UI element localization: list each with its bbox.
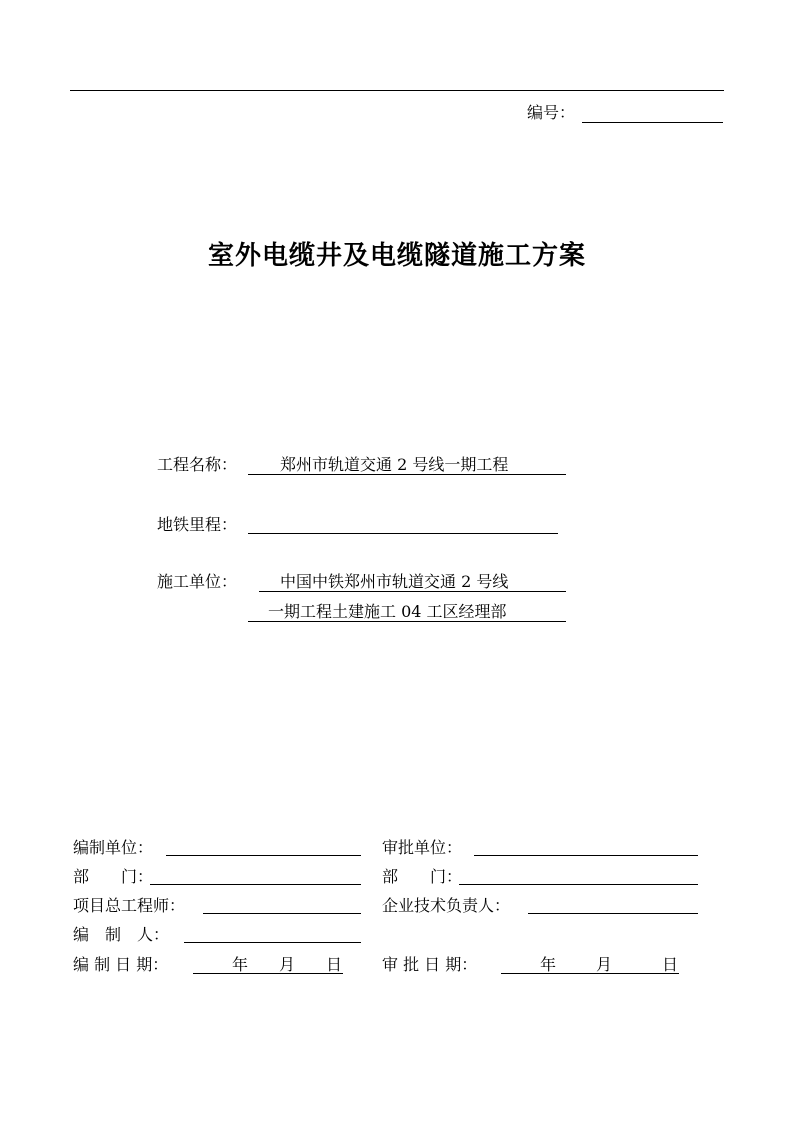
document-title: 室外电缆井及电缆隧道施工方案	[207, 241, 586, 271]
approve-date-label: 审 批 日 期：	[382, 955, 478, 974]
approve-unit-field[interactable]	[474, 855, 698, 856]
compiler-label: 编 制 人：	[73, 925, 170, 944]
chief-engineer-label: 项目总工程师：	[73, 896, 186, 915]
tech-lead-label: 企业技术负责人：	[382, 896, 511, 915]
construction-unit-underline-1	[259, 591, 566, 592]
construction-unit-value-line2: 一期工程土建施工 04 工区经理部	[268, 602, 507, 621]
mileage-label: 地铁里程：	[157, 515, 238, 534]
compile-date-label: 编 制 日 期：	[73, 955, 169, 974]
construction-unit-label: 施工单位：	[157, 572, 238, 591]
chief-engineer-field[interactable]	[203, 913, 361, 914]
compile-unit-label: 编制单位：	[73, 838, 154, 857]
project-name-value: 郑州市轨道交通 2 号线一期工程	[280, 455, 509, 474]
approve-unit-label: 审批单位：	[382, 838, 463, 857]
project-name-underline	[248, 474, 566, 475]
construction-unit-value-line1: 中国中铁郑州市轨道交通 2 号线	[280, 572, 509, 591]
compiler-field[interactable]	[184, 942, 361, 943]
approve-date-field[interactable]	[501, 973, 679, 974]
dept-right-field[interactable]	[459, 884, 698, 885]
tech-lead-field[interactable]	[528, 913, 698, 914]
approve-date-month: 月	[596, 955, 613, 974]
dept-left-field[interactable]	[150, 884, 361, 885]
construction-unit-underline-2	[248, 621, 566, 622]
compile-date-month: 月	[279, 955, 296, 974]
compile-date-year: 年	[232, 955, 249, 974]
header-rule	[70, 90, 724, 91]
dept-right-label: 部 门：	[382, 867, 463, 886]
compile-unit-field[interactable]	[166, 855, 361, 856]
mileage-field[interactable]	[248, 533, 558, 534]
compile-date-field[interactable]	[193, 973, 343, 974]
dept-left-label: 部 门：	[73, 867, 154, 886]
project-name-label: 工程名称：	[157, 455, 238, 474]
serial-number-label: 编号：	[527, 103, 576, 122]
compile-date-day: 日	[326, 955, 343, 974]
approve-date-day: 日	[662, 955, 679, 974]
serial-number-field[interactable]	[582, 122, 723, 123]
approve-date-year: 年	[540, 955, 557, 974]
